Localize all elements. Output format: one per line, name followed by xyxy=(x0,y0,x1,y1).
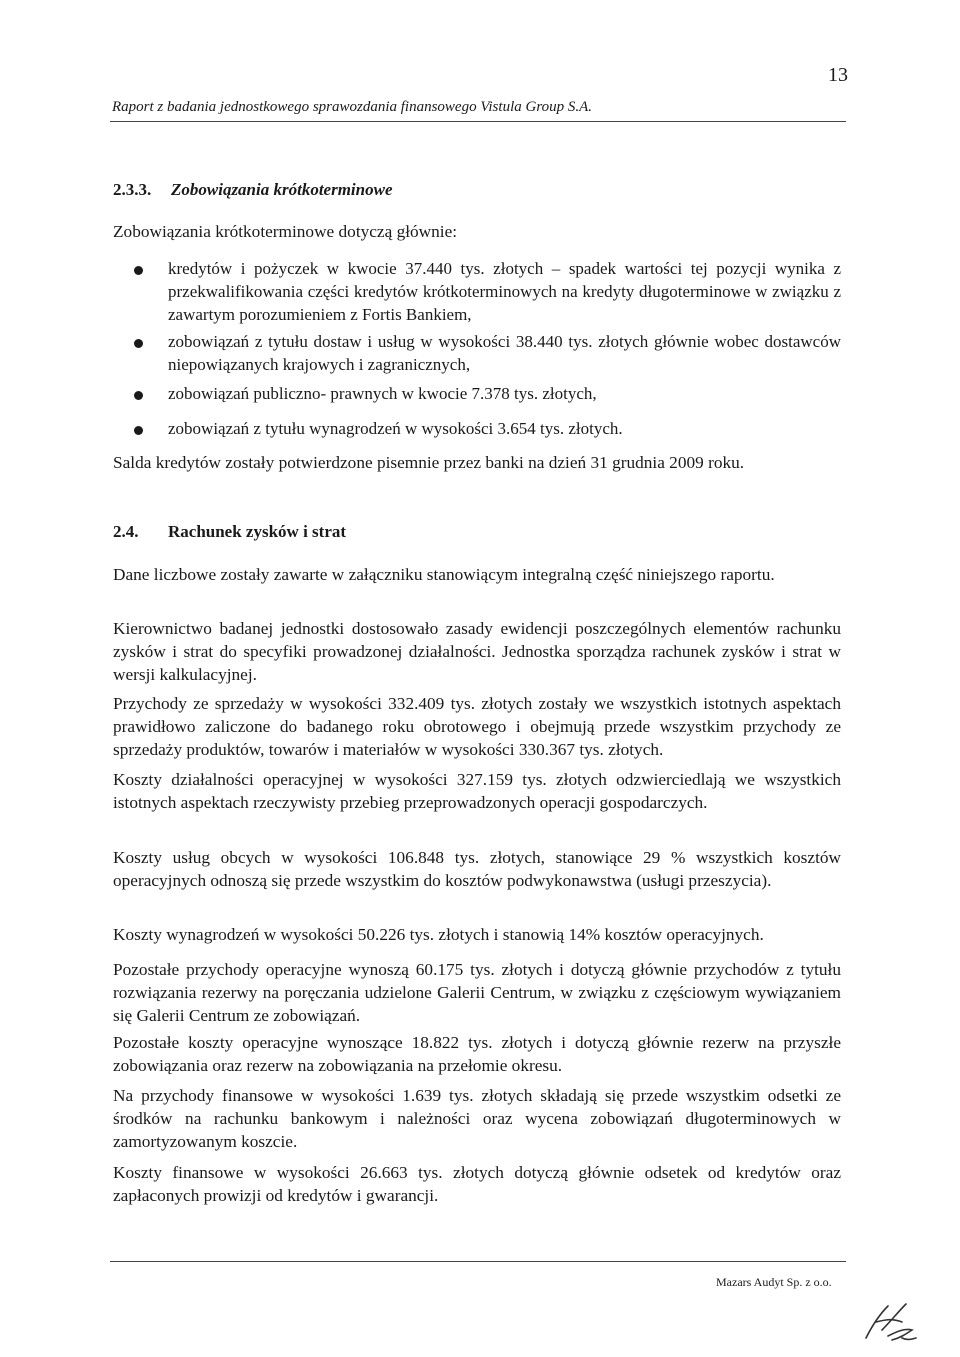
bullet-icon xyxy=(134,339,143,348)
list-item: zobowiązań z tytułu wynagrodzeń w wysokości 3.654 tys. złotych. xyxy=(168,419,623,438)
section-title: Zobowiązania krótkoterminowe xyxy=(171,180,393,199)
signature-mark xyxy=(862,1300,920,1344)
body-paragraph: Koszty działalności operacyjnej w wysokości 327.159 tys. złotych odzwierciedlają we wszystkich istotnych aspektach rzeczywisty przebieg przeprowadzonych operacji gospodarczych. xyxy=(113,770,841,812)
section-heading-2-3-3 xyxy=(113,180,393,200)
section-heading-2-4 xyxy=(113,522,346,542)
body-paragraph: Przychody ze sprzedaży w wysokości 332.409 tys. złotych zostały we wszystkich istotnych aspektach prawidłowo zaliczone do badanego roku obrotowego i obejmują przede wszystkim przychody ze sprzedaży produktów, towarów i materiałów w wysokości 330.367 tys. złotych. xyxy=(113,694,841,759)
body-paragraph: Pozostałe przychody operacyjne wynoszą 60.175 tys. złotych i dotyczą głównie przychodów z tytułu rozwiązania rezerwy na poręczania udzielone Galerii Centrum, w związku z częściowym wywiązaniem się Galerii Centrum ze zobowiązań. xyxy=(113,960,841,1025)
intro-paragraph: Zobowiązania krótkoterminowe dotyczą głównie: xyxy=(113,222,458,241)
section-number: 2.4. xyxy=(113,522,139,541)
bullet-icon xyxy=(134,391,143,400)
section-number: 2.3.3. xyxy=(113,180,152,199)
running-header: Raport z badania jednostkowego sprawozdania finansowego Vistula Group S.A. xyxy=(112,99,593,115)
body-paragraph: Koszty wynagrodzeń w wysokości 50.226 tys. złotych i stanowią 14% kosztów operacyjnych. xyxy=(113,925,764,944)
list-item: kredytów i pożyczek w kwocie 37.440 tys. złotych – spadek wartości tej pozycji wynika z przekwalifikowania części kredytów krótkoterminowych na kredyty długoterminowe w związku z zawartym porozumieniem z Fortis Bankiem, xyxy=(168,259,841,324)
body-paragraph: Koszty usług obcych w wysokości 106.848 tys. złotych, stanowiące 29 % wszystkich kosztów operacyjnych odnoszą się przede wszystkim do kosztów podwykonawstwa (usługi przeszycia). xyxy=(113,848,841,890)
list-item: zobowiązań publiczno- prawnych w kwocie 7.378 tys. złotych, xyxy=(168,384,597,403)
body-paragraph: Na przychody finansowe w wysokości 1.639 tys. złotych składają się przede wszystkim odsetki ze środków na rachunku bankowym i należności oraz wycena zobowiązań długoterminowych w zamortyzowanym koszcie. xyxy=(113,1086,841,1151)
body-paragraph: Dane liczbowe zostały zawarte w załączniku stanowiącym integralną część niniejszego raportu. xyxy=(113,565,775,584)
bullet-icon xyxy=(134,266,143,275)
bullet-icon xyxy=(134,426,143,435)
body-paragraph: Pozostałe koszty operacyjne wynoszące 18.822 tys. złotych i dotyczą głównie rezerw na przyszłe zobowiązania oraz rezerw na zobowiązania na przełomie okresu. xyxy=(113,1033,841,1075)
body-paragraph: Koszty finansowe w wysokości 26.663 tys. złotych dotyczą głównie odsetek od kredytów oraz zapłaconych prowizji od kredytów i gwarancji. xyxy=(113,1163,841,1205)
salda-paragraph: Salda kredytów zostały potwierdzone pisemnie przez banki na dzień 31 grudnia 2009 roku. xyxy=(113,453,745,472)
list-item: zobowiązań z tytułu dostaw i usług w wysokości 38.440 tys. złotych głównie wobec dostawców niepowiązanych krajowych i zagranicznych, xyxy=(168,332,841,374)
section-title: Rachunek zysków i strat xyxy=(168,522,347,541)
footer-divider xyxy=(110,1261,846,1262)
body-paragraph: Kierownictwo badanej jednostki dostosowało zasady ewidencji poszczególnych elementów rachunku zysków i strat do specyfiki prowadzonej działalności. Jednostka sporządza rachunek zysków i strat w wersji kalkulacyjnej. xyxy=(113,619,841,684)
page-number: 13 xyxy=(828,64,848,86)
header-divider xyxy=(110,121,846,122)
footer-company: Mazars Audyt Sp. z o.o. xyxy=(716,1275,832,1289)
